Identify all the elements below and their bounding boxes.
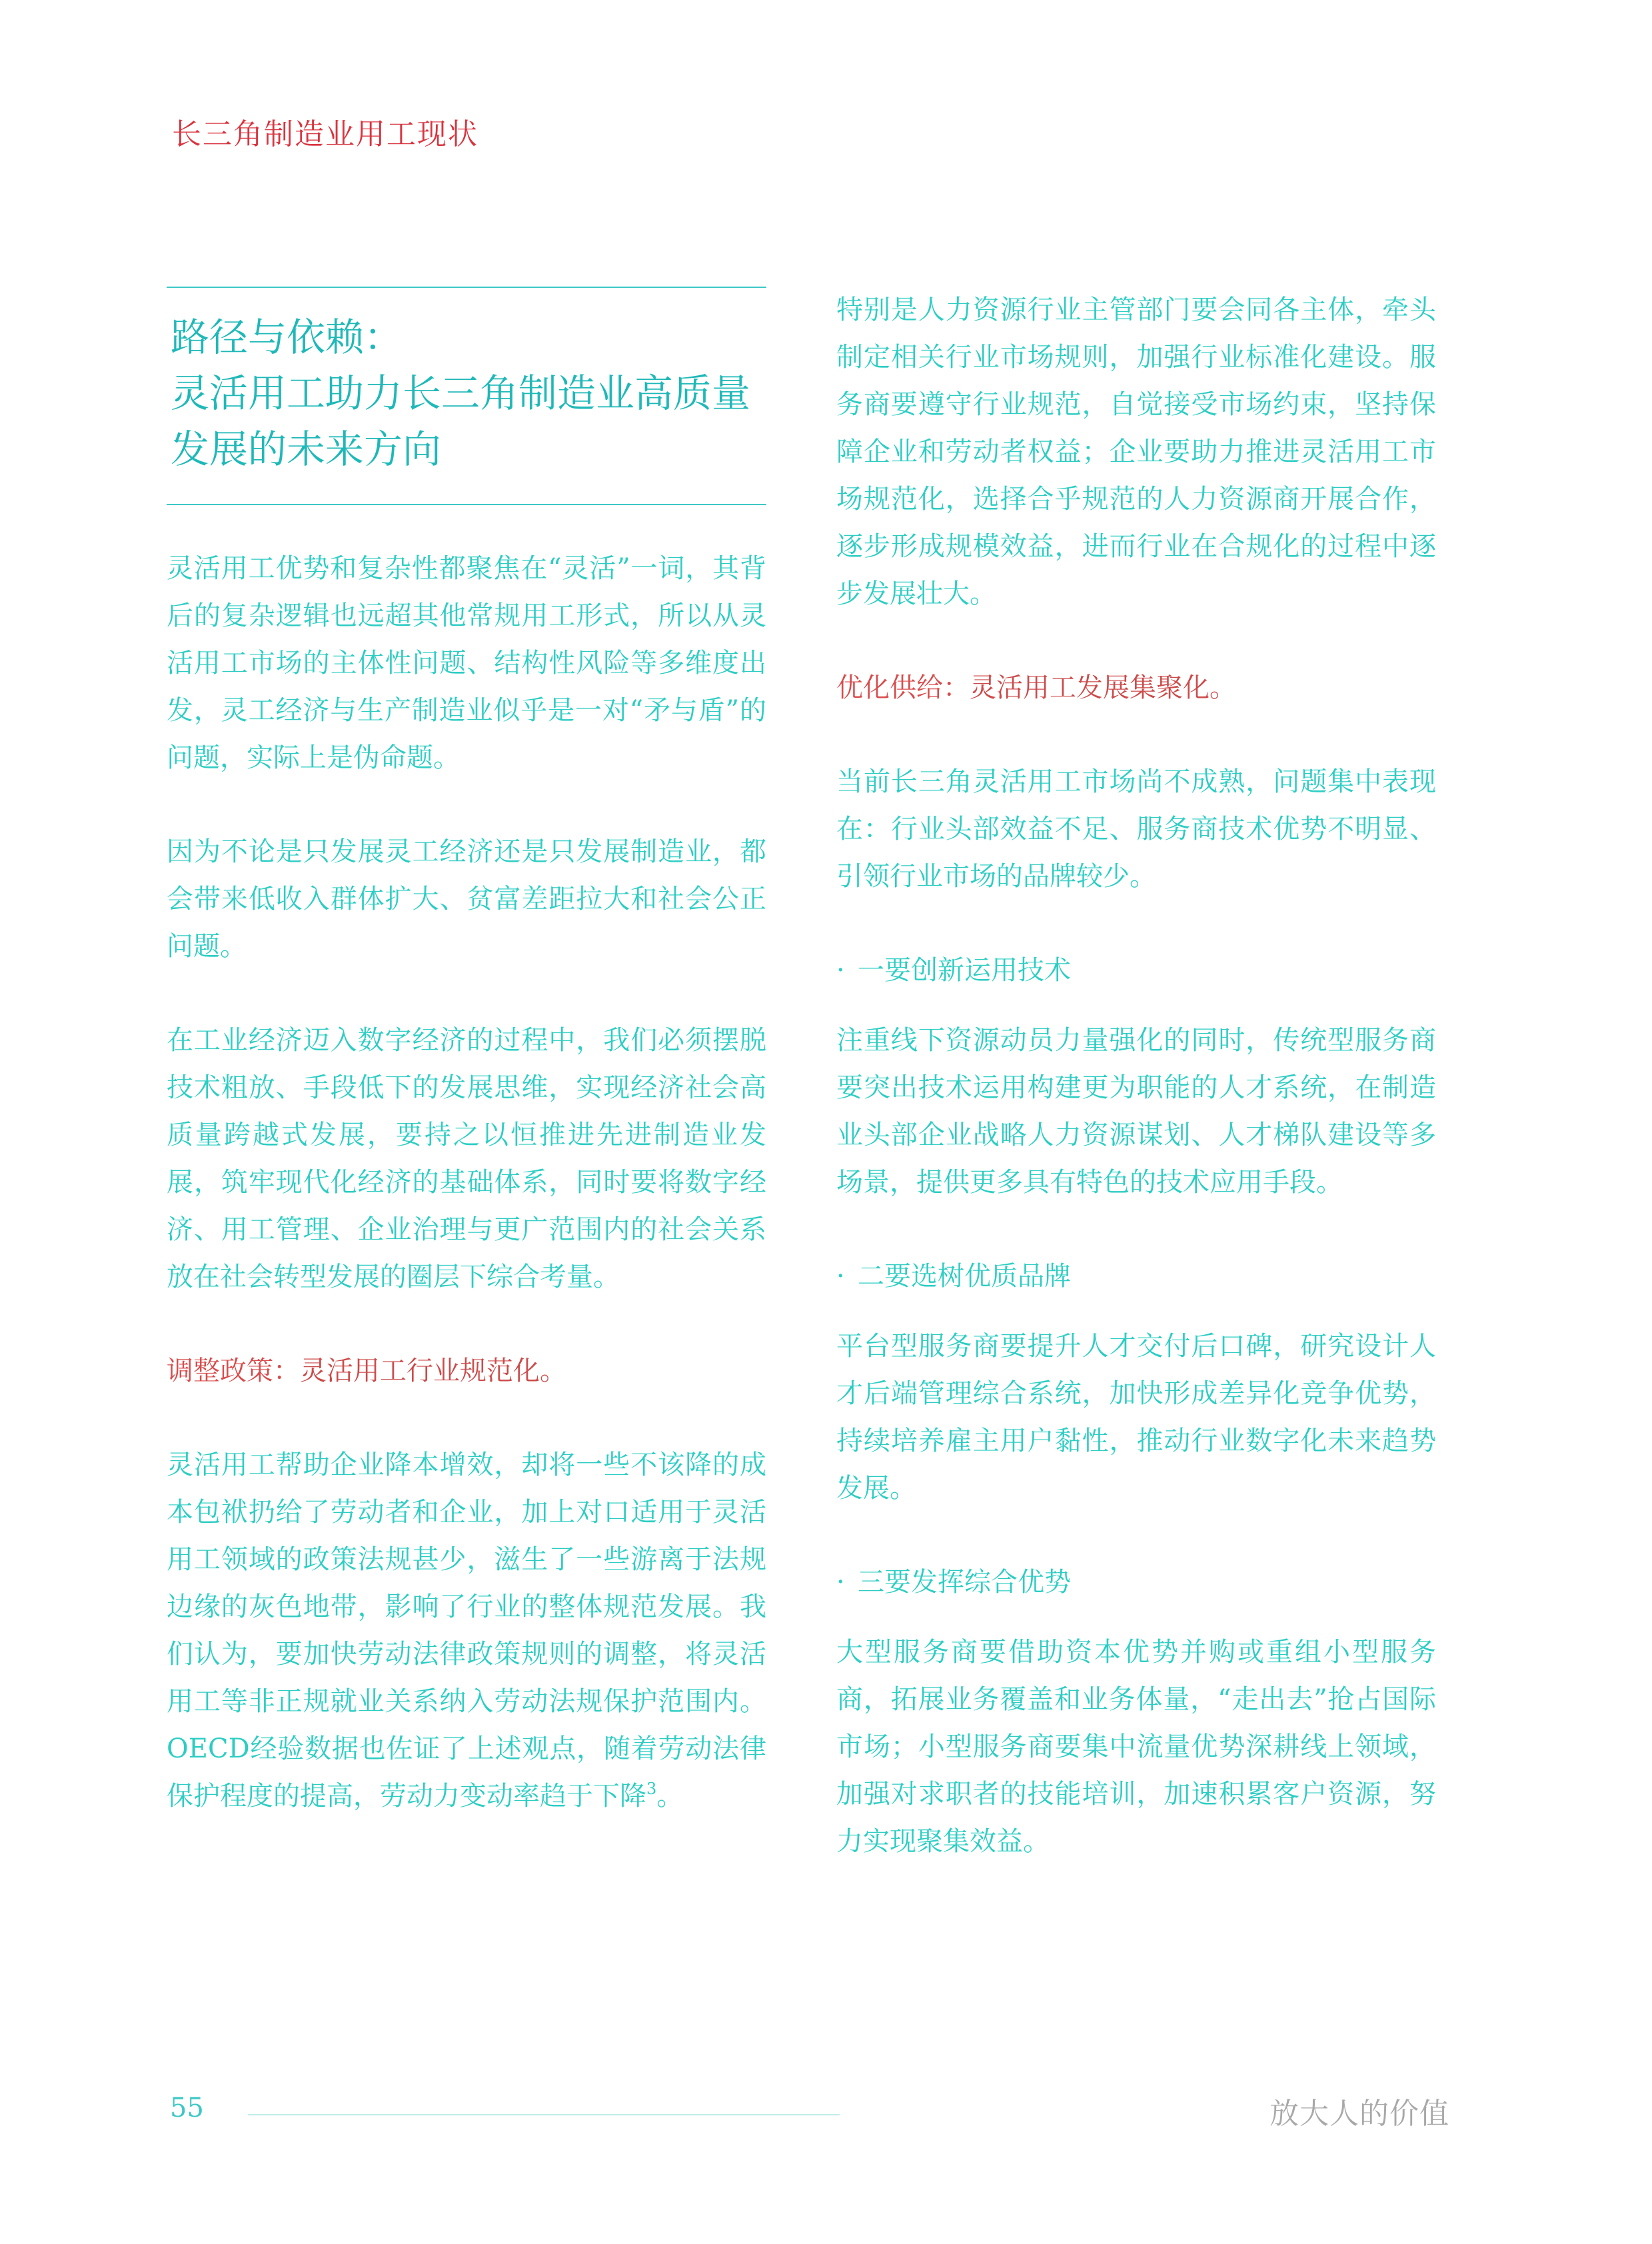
bullet-innovate-technology-text: 一要创新运用技术 [858, 955, 1071, 986]
paragraph-digital-economy: 在工业经济迈入数字经济的过程中，我们必须摆脱技术粗放、手段低下的发展思维，实现经济社会高质量跨越式发展，要持之以恒推进先进制造业发展，筑牢现代化经济的基础体系，同时要将数字经济、用工管理、企业治理与更广范围内的社会关系放在社会转型发展的圈层下综合考量。 [167, 1025, 766, 1292]
footnote-marker: 3 [646, 1779, 657, 1798]
subhead-optimize-supply-label: 优化供给： [836, 672, 970, 703]
right-column [836, 287, 1436, 1912]
section-title [171, 309, 766, 477]
subhead-adjust-policy [167, 1348, 766, 1395]
section-title-box [167, 287, 766, 505]
paragraph-technology: 注重线下资源动员力量强化的同时，传统型服务商要突出技术运用构建更为职能的人才系统，在制造业头部企业战略人力资源谋划、人才梯队建设等多场景，提供更多具有特色的技术应用手段。 [836, 1025, 1436, 1198]
paragraph-labor-law [167, 1442, 766, 1820]
paragraph-labor-law-end: 。 [656, 1781, 684, 1811]
bullet-dot: · [836, 955, 845, 986]
section-title-line-1: 路径与依赖： [171, 315, 403, 360]
bullet-innovate-technology [836, 947, 1436, 994]
paragraph-market-immature: 当前长三角灵活用工市场尚不成熟，问题集中表现在：行业头部效益不足、服务商技术优势不明显、引领行业市场的品牌较少。 [836, 766, 1436, 892]
bullet-quality-brand [836, 1253, 1436, 1300]
footer-book-title: 放大人的价值 [1269, 2097, 1449, 2131]
subhead-optimize-supply-text: 灵活用工发展集聚化。 [970, 672, 1236, 703]
page-number: 55 [170, 2093, 204, 2123]
footer-divider [248, 2114, 840, 2115]
paragraph-flexibility-complexity: 灵活用工优势和复杂性都聚焦在“灵活”一词，其背后的复杂逻辑也远超其他常规用工形式，所以从灵活用工市场的主体性问题、结构性风险等多维度出发，灵工经济与生产制造业似乎是一对“矛与盾”的问题，实际上是伪命题。 [167, 553, 766, 773]
subhead-adjust-policy-label: 调整政策： [167, 1356, 300, 1386]
section-title-line-3: 发展的未来方向 [171, 427, 442, 472]
running-header: 长三角制造业用工现状 [172, 117, 478, 151]
paragraph-brand: 平台型服务商要提升人才交付后口碑，研究设计人才后端管理综合系统，加快形成差异化竞争优势，持续培养雇主用户黏性，推动行业数字化未来趋势发展。 [836, 1331, 1436, 1504]
paragraph-hr-regulation: 特别是人力资源行业主管部门要会同各主体，牵头制定相关行业市场规则，加强行业标准化建设。服务商要遵守行业规范，自觉接受市场约束，坚持保障企业和劳动者权益；企业要助力推进灵活用工市场规范化，选择合乎规范的人力资源商开展合作，逐步形成规模效益，进而行业在合规化的过程中逐步发展壮大。 [836, 295, 1436, 609]
subhead-adjust-policy-text: 灵活用工行业规范化。 [300, 1356, 566, 1386]
subhead-optimize-supply [836, 664, 1436, 712]
bullet-comprehensive-advantage [836, 1559, 1436, 1606]
left-column [167, 287, 766, 1867]
bullet-quality-brand-text: 二要选树优质品牌 [858, 1261, 1071, 1292]
bullet-dot: · [836, 1261, 845, 1292]
paragraph-social-fairness: 因为不论是只发展灵工经济还是只发展制造业，都会带来低收入群体扩大、贫富差距拉大和社会公正问题。 [167, 836, 766, 962]
bullet-dot: · [836, 1567, 845, 1598]
paragraph-comprehensive: 大型服务商要借助资本优势并购或重组小型服务商，拓展业务覆盖和业务体量，“走出去”抢占国际市场；小型服务商要集中流量优势深耕线上领域，加强对求职者的技能培训，加速积累客户资源，努力实现聚集效益。 [836, 1637, 1436, 1857]
paragraph-labor-law-text: 灵活用工帮助企业降本增效，却将一些不该降的成本包袱扔给了劳动者和企业，加上对口适用于灵活用工领域的政策法规甚少，滋生了一些游离于法规边缘的灰色地带，影响了行业的整体规范发展。我们认为，要加快劳动法律政策规则的调整，将灵活用工等非正规就业关系纳入劳动法规保护范围内。OECD经验数据也佐证了上述观点，随着劳动法律保护程度的提高，劳动力变动率趋于下降 [167, 1450, 766, 1811]
section-title-line-2: 灵活用工助力长三角制造业高质量 [171, 371, 751, 416]
bullet-comprehensive-advantage-text: 三要发挥综合优势 [858, 1567, 1071, 1598]
